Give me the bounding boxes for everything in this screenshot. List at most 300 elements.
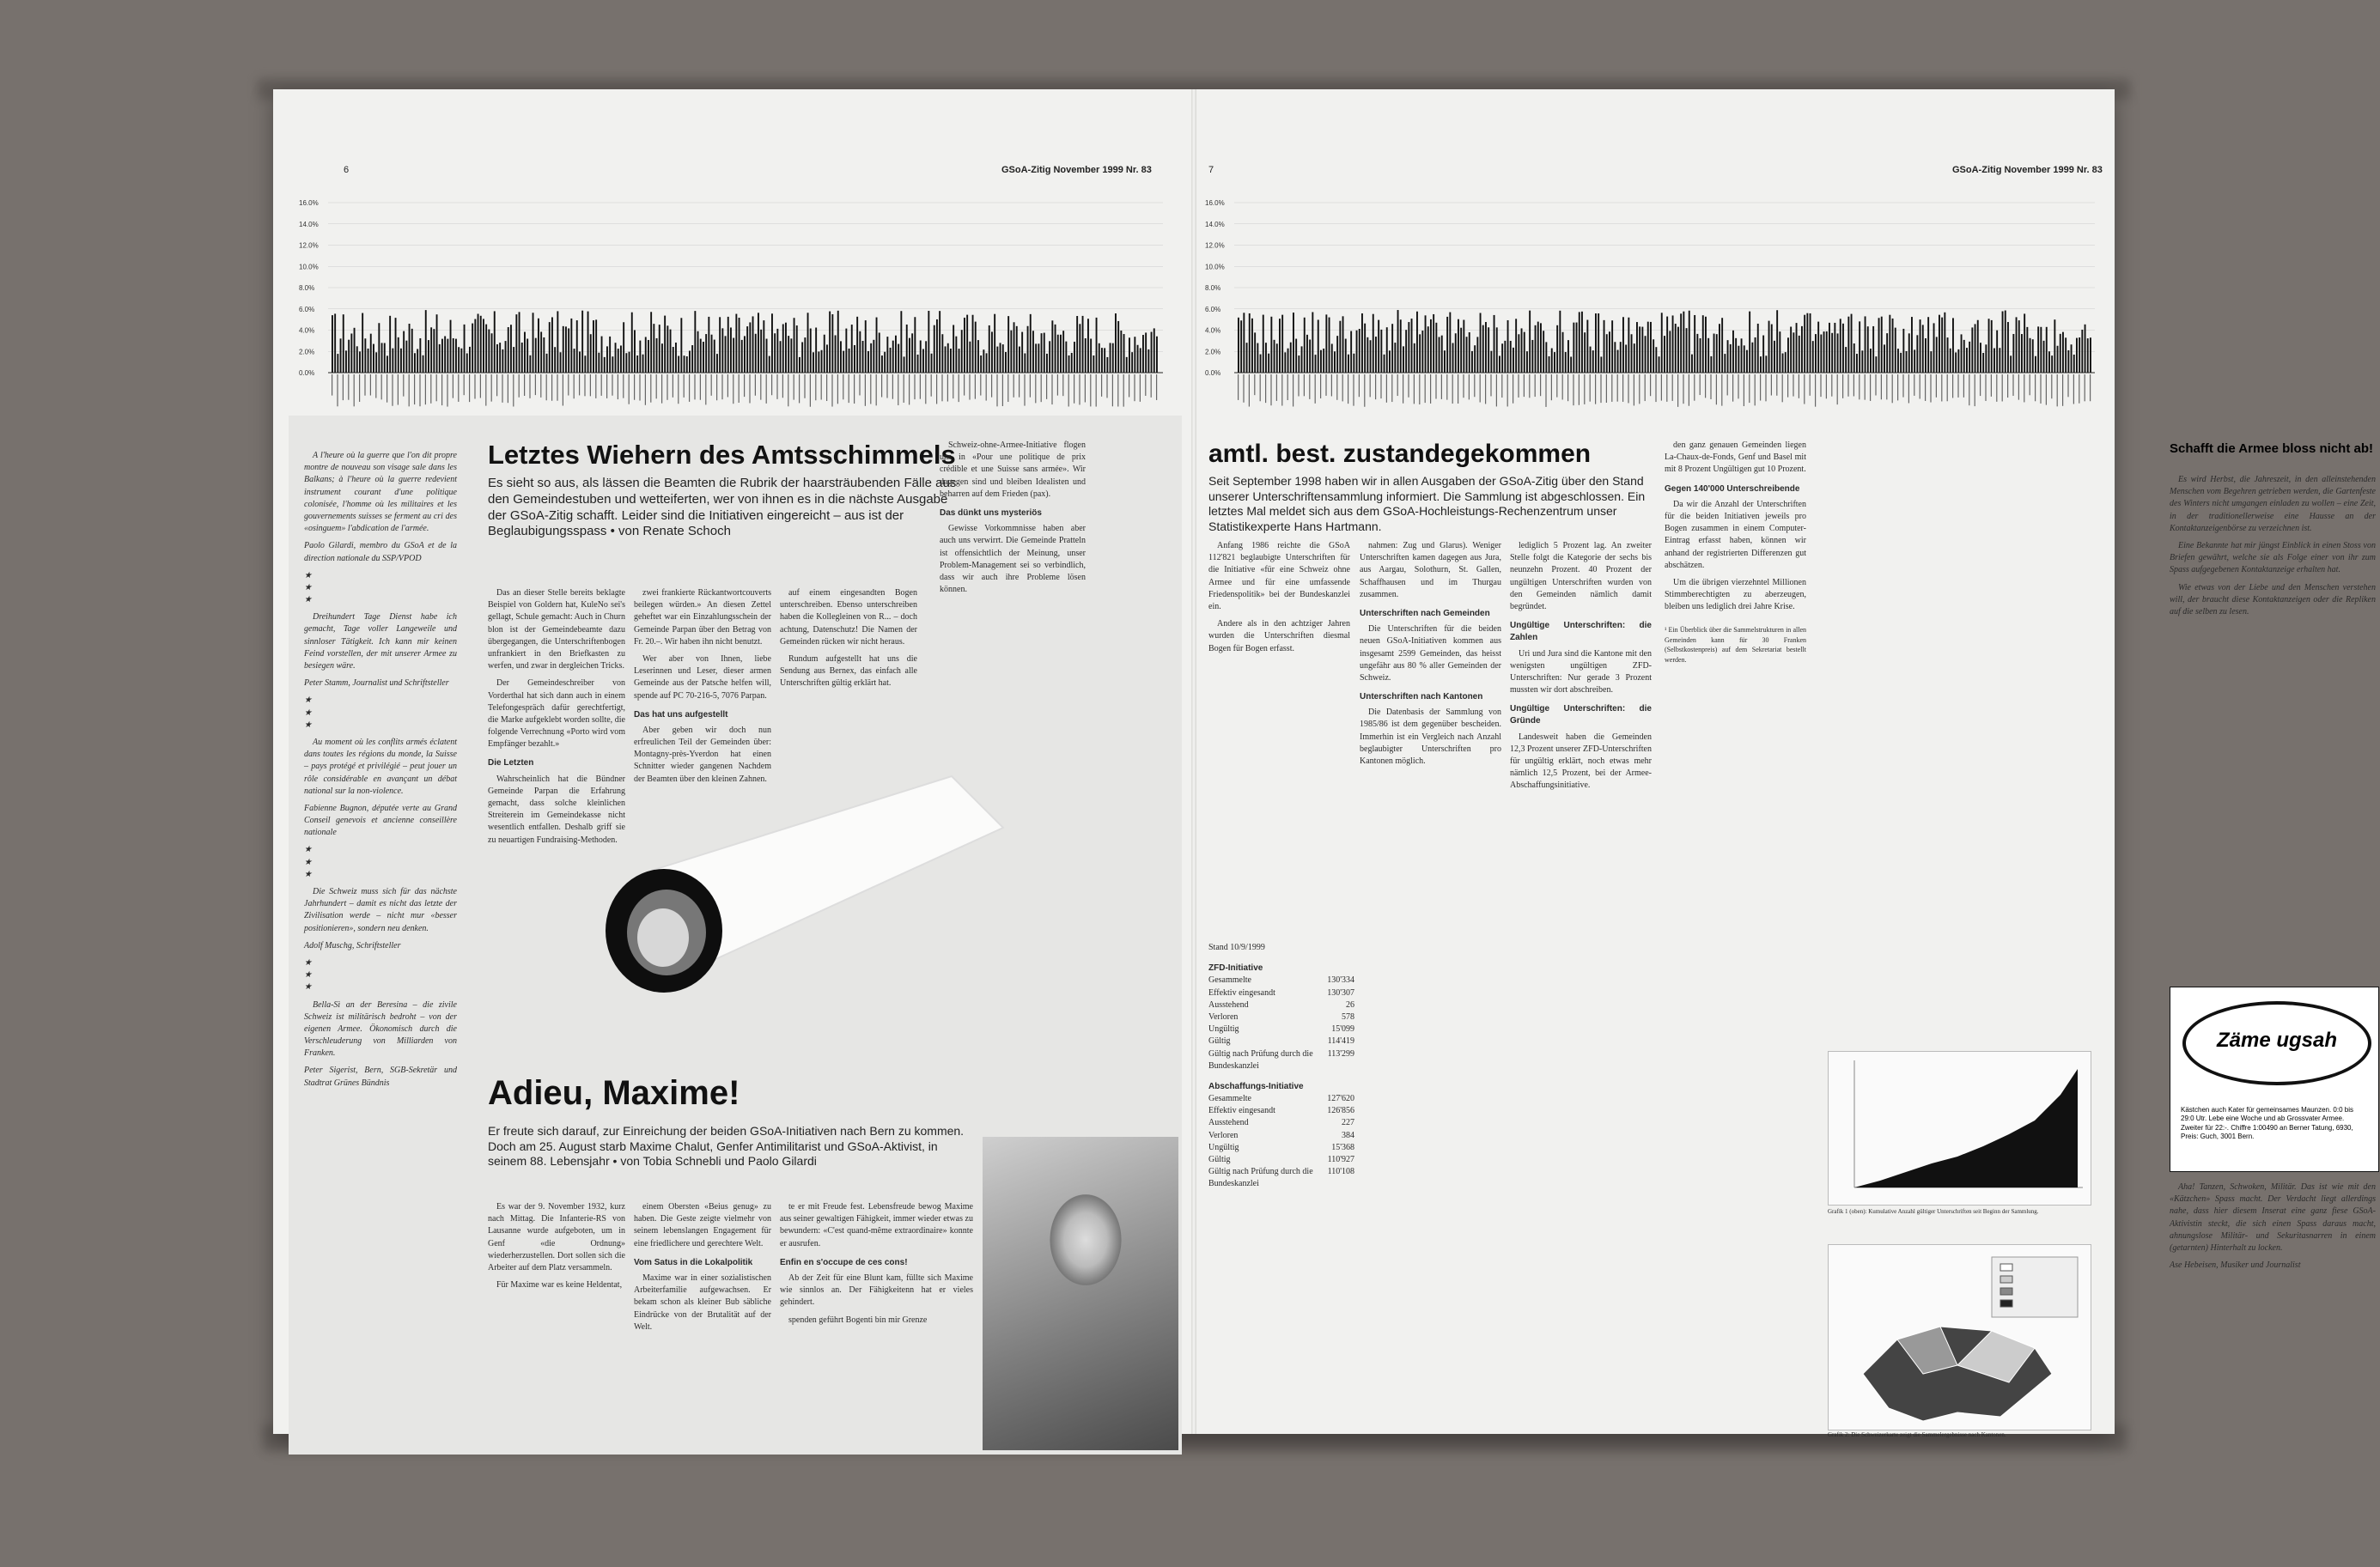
category-label-mark [1672,374,1673,401]
quote-4: Die Schweiz muss sich für das nächste Jahrhundert – damit es nicht das letzte der Zivilisation werde – nicht mur «besser positionieren», sondern neu denken. [304,887,457,933]
category-label-mark [1870,374,1871,401]
left-page [273,89,1191,1434]
chart-bar [2062,332,2064,373]
chart-bar [1145,332,1147,373]
chart-bar [1153,328,1155,373]
stats-label: Gültig [1208,1036,1231,1047]
chart-bar [763,320,764,373]
chart-bar [615,343,617,373]
tick-label: 14.0% [299,220,319,228]
category-label-mark [529,374,530,398]
chart-bar [931,354,933,373]
category-label-mark [1375,374,1376,399]
chart-bar [964,318,965,373]
running-head: GSoA-Zitig November 1999 Nr. 83 [1001,165,1152,175]
article-lead: Seit September 1998 haben wir in allen Ausgaben der GSoA-Zitig über den Stand unserer Unterschriftensammlung informiert. Die Sammlung ist abgeschlossen. Ein letztes Mal meldet sich aus dem GSoA-Hochleistungs-Rechenzentrum unser Statistikexperte Hans Hartmann. [1208,474,1646,533]
chart-bar [691,345,693,373]
chart-bar [453,338,454,373]
chart-bar [1872,326,1874,373]
category-label-mark [678,374,679,404]
category-label-mark [1480,374,1481,403]
chart-bar [807,313,809,373]
category-label-mark [1485,374,1486,404]
chart-bar [873,340,874,373]
category-label-mark [645,374,646,405]
chart-bar [1142,335,1144,373]
chart-bar [972,315,974,373]
category-label-mark [760,374,761,400]
chart-bar [1458,319,1459,373]
chart-bar [840,341,842,373]
chart-bar [989,325,990,373]
tick-label: 2.0% [1205,348,1221,356]
chart-bar [991,331,993,373]
chart-bar [2076,338,2078,373]
chart-bar [977,340,979,373]
category-label-mark [721,374,722,399]
chart-bar [543,337,545,373]
category-label-mark [1041,374,1042,402]
sidebar-text [2170,474,2376,955]
category-label-mark [2040,374,2041,404]
chart-bar [1474,345,1476,373]
category-label-mark [1524,374,1525,397]
chart-bar [398,337,399,373]
chart-bar [1156,337,1158,373]
chart-bar [801,342,803,373]
chart-bar [799,357,800,373]
chart-bar [2016,317,2018,373]
chart-bar [2054,319,2055,373]
chart-bar [478,313,479,373]
category-label-mark [771,374,772,395]
paragraph: te er mit Freude fest. Lebensfreude bewog Maxime aus seiner gewaltigen Fähigkeit, immer wieder etwas zu bewundern: «C'est quand-même extraordinaire» konnte er ausrufen. [780,1202,973,1248]
chart-bar [631,313,633,373]
category-label-mark [975,374,976,399]
paragraph: Die Datenbasis der Sammlung von 1985/86 ist dem gegenüber bescheiden. Immerhin ist ein Vergleich nach Anzahl beglaubigter Unterschriften pro Kantonen möglich. [1360,708,1501,766]
chart-bar [1449,313,1451,373]
sidebar-text [2170,1181,2376,1443]
chart-bar [1427,326,1429,373]
chart-bar [1403,346,1404,373]
chart-bar [2007,322,2009,373]
chart-bar [549,322,551,373]
chart-bar [2081,330,2083,373]
stats-label: Ungültig [1208,1142,1239,1152]
category-label-mark [1309,374,1310,399]
signature-1: Paolo Gilardi, membro du GSoA et de la direction nationale du SSP/VPOD [304,541,457,563]
chart-bar [1309,339,1311,373]
chart-bar [1079,324,1080,373]
chart-bar [496,344,498,373]
chart-bar [2067,350,2069,373]
category-label-mark [2057,374,2058,406]
category-label-mark [2018,374,2019,400]
category-label-mark [1787,374,1788,398]
chart-bar [884,352,886,373]
stats-label: Gesammelte [1208,1094,1251,1104]
category-label-mark [1320,374,1321,398]
category-label-mark [776,374,777,399]
category-label-mark [1853,374,1854,396]
chart-bar [950,349,952,373]
category-label-mark [870,374,871,404]
category-label-mark [1260,374,1261,401]
chart-bar [2060,334,2061,373]
chart-bar [673,347,674,373]
chart-bar [1639,326,1640,373]
category-label-mark [1051,374,1052,404]
running-head: GSoA-Zitig November 1999 Nr. 83 [1952,165,2103,175]
category-label-mark [991,374,992,398]
signature-4: Adolf Muschg, Schriftsteller [304,940,401,951]
category-label-mark [519,374,520,398]
tick-label: 12.0% [299,241,319,250]
chart-bar [1993,349,1995,373]
figure-caption: Grafik 1 (oben): Kumulative Anzahl gültiger Unterschriften seit Beginn der Sammlung. [1828,1208,2039,1215]
chart-bar [439,344,441,373]
chart-bar [1939,315,1940,373]
category-label-mark [716,374,717,400]
category-label-mark [1562,374,1563,399]
zfd-rows [1208,975,1354,1072]
chart-bar [1672,315,1674,373]
stats-value: 130'307 [1327,987,1354,998]
chart-bar [1856,354,1858,373]
chart-bar [565,326,567,373]
category-label-mark [881,374,882,398]
category-label-mark [1452,374,1453,404]
category-label-mark [1046,374,1047,399]
category-label-mark [969,374,970,400]
category-label-mark [914,374,915,399]
chart-bar [433,329,435,373]
category-label-mark [1941,374,1942,401]
chart-bar [1768,321,1770,373]
category-label-mark [1496,374,1497,406]
signature: Ase Hebeisen, Musiker und Journalist [2170,1260,2301,1271]
category-label-mark [1123,374,1124,407]
chart-bar [639,341,641,373]
category-label-mark [1507,374,1508,406]
category-label-mark [837,374,838,404]
chart-bar [780,341,782,373]
chart-bar [2002,311,2004,373]
chart-bar [892,341,894,373]
category-label-mark [480,374,481,398]
chart-bar [1320,350,1322,373]
chart-bar [595,319,597,373]
chart-bar [609,337,611,373]
category-label-mark [1469,374,1470,399]
category-label-mark [458,374,459,402]
category-label-mark [1529,374,1530,398]
chart-bar [1664,336,1665,373]
paragraph: Der Gemeindeschreiber von Vorderthal hat sich dann auch in einem Telefongespräch dafür gerechtfertigt, die Marke aufgeklebt worden sollte, die folgende Verrechnung «Porto wird vom Empfänger bezahlt.» [488,678,625,750]
chart-bar [1914,349,1915,373]
paragraph: Andere als in den achtziger Jahren wurden die Unterschriften diesmal Bogen für Bogen erfasst. [1208,619,1350,653]
category-label-mark [1408,374,1409,398]
chart-bar [579,351,581,373]
chart-bar [1683,312,1684,373]
chart-bar [1361,313,1363,373]
chart-bar [980,355,982,373]
category-label-mark [414,374,415,404]
category-label-mark [656,374,657,398]
chart-bar [1331,343,1333,373]
category-label-mark [1732,374,1733,402]
chart-bar [2032,339,2034,373]
category-label-mark [430,374,431,404]
chart-bar [1535,325,1537,373]
stats-row [1208,1117,1354,1129]
chart-bar [664,316,666,373]
chart-bar [1957,349,1959,373]
category-label-mark [689,374,690,402]
stats-label: Ausstehend [1208,1118,1249,1128]
category-label-mark [1716,374,1717,404]
chart-bar [1002,344,1004,373]
chart-bar [733,338,734,373]
chart-bar [994,314,995,373]
category-label-mark [1441,374,1442,399]
chart-bar [1804,315,1805,373]
chart-bar [1669,331,1671,373]
star-divider: ★ ★ ★ [304,957,312,993]
chart-bar [2026,327,2028,373]
category-label-mark [936,374,937,404]
chart-bar [821,350,823,373]
star-divider: ★ ★ ★ [304,695,312,730]
chart-bar [1243,313,1245,373]
quote-5: Bella-Sì an der Beresina – die zivile Schweiz ist militärisch bedroht – von der eigenen Armee. Ökonomisch durch die Verschleuderung von Milliarden von Franken. [304,999,457,1059]
chart-bar [1562,332,1564,373]
chart-bar [598,353,600,373]
category-label-mark [496,374,497,396]
category-label-mark [1551,374,1552,400]
chart-bar [684,355,685,373]
category-label-mark [1370,374,1371,397]
chart-bar [1686,328,1688,373]
category-label-mark [381,374,382,399]
chart-bar [557,311,558,373]
chart-bar [2073,355,2075,373]
chart-bar [1982,353,1984,373]
tick-label: 6.0% [299,305,315,313]
chart-bar [794,318,795,373]
chart-bar [1831,333,1833,373]
category-label-mark [1590,374,1591,402]
paragraph: spenden geführt Bogenti bin mir Grenze [788,1315,928,1325]
stats-abs-title: Abschaffungs-Initiative [1208,1081,1304,1091]
star-divider: ★ ★ ★ [304,570,312,605]
stats-label: Effektiv eingesandt [1208,1106,1275,1116]
chart-bar [389,316,391,373]
chart-bar [1391,324,1393,373]
chart-bar [1859,321,1860,373]
category-label-mark [1545,374,1546,407]
chart-bar [845,329,847,373]
stats-value: 114'419 [1327,1036,1354,1047]
ad-logo-text: Zäme ugsah [2216,1029,2338,1052]
chart-bar [419,338,421,373]
paragraph: einem Obersten «Beius genug» zu haben. Die Geste zeigte vielmehr von seinem lebenslangen Engagement für eine friedlichere und gerechtere Welt. [634,1202,771,1248]
chart-bar [1513,348,1514,373]
chart-bar [1325,314,1327,373]
category-label-mark [524,374,525,396]
chart-bar [1556,325,1558,373]
stats-row [1208,999,1354,1011]
chart-bar [337,354,338,373]
chart-bar [1076,316,1078,373]
chart-bar [920,340,922,373]
chart-bar [741,340,743,373]
category-label-mark [650,374,651,403]
chart-bar [898,344,899,373]
chart-bar [1661,313,1663,373]
chart-bar [1999,348,2000,373]
paragraph: Eine Bekannte hat mir jüngst Einblick in einen Stoss von Briefen gewährt, welche sie als Folge einer von ihr zum Spass aufgegebenen Kontaktanzeige erhalten hat. [2170,540,2376,575]
stats-value: 127'620 [1327,1094,1354,1104]
article-lead: Er freute sich darauf, zur Einreichung der beiden GSoA-Initiativen nach Bern zu kommen. Doch am 25. August starb Maxime Chalut, Genfer Antimilitarist und GSoA-Aktivist, in seinem 88. Lebensjahr • von Tobia Schnebli und Paolo Gilardi [488,1124,965,1168]
chart-bar [593,320,594,373]
chart-bar [1469,332,1470,373]
chart-bar [1336,336,1338,373]
category-label-mark [2062,374,2063,406]
chart-bar [815,328,817,373]
chart-bar [1007,316,1009,373]
chart-bar [1579,312,1580,373]
stats-row [1208,1130,1354,1142]
chart-bar [1870,349,1872,373]
category-label-mark [711,374,712,396]
chart-bar [986,353,988,373]
chart-bar [1151,331,1153,373]
chart-bar [1586,320,1588,373]
chart-bar [359,351,361,373]
tick-label: 2.0% [299,348,315,356]
stats-row [1208,1011,1354,1023]
category-label-mark [623,374,624,398]
chart-bar [1405,330,1407,373]
chart-bar [1281,315,1283,373]
category-label-mark [1013,374,1014,398]
chart-bar [1812,341,1814,373]
category-label-mark [2007,374,2008,398]
category-label-mark [804,374,805,398]
paragraph: Die Unterschriften für die beiden neuen GSoA-Initiativen kommen aus insgesamt 2599 Gemeinden, das heisst ungefähr aus 80 % aller Gemeinden der Schweiz. [1360,624,1501,683]
chart-bar [538,319,539,373]
subheading: Vom Satus in die Lokalpolitik [634,1257,753,1267]
chart-bar [618,349,619,373]
chart-bar [1762,336,1764,373]
tick-label: 10.0% [1205,263,1225,271]
chart-bar [1570,356,1572,373]
chart-bar [769,356,770,373]
chart-bar [1963,340,1965,373]
chart-bar [524,332,526,373]
category-label-mark [694,374,695,399]
category-label-mark [1727,374,1728,395]
chart-bar [854,345,855,373]
paragraph: Da wir die Anzahl der Unterschriften für die beiden Initiativen jeweils pro Bogen zusammen in einem Computer-Eintrag erfasst haben, können wir anhand der registrierten Differenzen gut abschätzen. [1665,499,1806,570]
category-label-mark [1804,374,1805,404]
chart-bar [527,338,528,373]
chart-bar [1944,313,1945,373]
chart-bar [1129,337,1130,373]
chart-bar [694,311,696,373]
chart-bar [1820,335,1822,373]
category-label-mark [859,374,860,395]
category-label-mark [1902,374,1903,398]
chart-bar [491,333,493,373]
chart-bar [1865,316,1866,373]
chart-bar [1801,326,1803,373]
chart-bar [650,312,652,373]
subheading: Ungültige Unterschriften: die Gründe [1510,704,1652,726]
category-label-mark [661,374,662,404]
category-label-mark [1771,374,1772,396]
stats-label: Effektiv eingesandt [1208,987,1275,998]
chart-bar [945,346,947,373]
chart-bar [606,346,608,373]
chart-bar [334,313,336,373]
category-label-mark [1540,374,1541,396]
paragraph: Rundum aufgestellt hat uns die Sendung aus Bernex, das einfach alle Unterschriften gültig erklärt hat. [780,653,917,689]
chart-bar [1414,343,1415,373]
category-label-mark [854,374,855,404]
chart-bar [653,324,654,373]
chart-bar [700,339,702,373]
chart-bar [1038,343,1039,373]
stats-label: Gültig [1208,1155,1231,1164]
chart-bar [1386,327,1388,373]
chart-bar [1719,324,1720,373]
category-label-mark [1353,374,1354,406]
chart-bar [774,333,776,373]
category-label-mark [1281,374,1282,406]
category-label-mark [1474,374,1475,397]
category-label-mark [1270,374,1271,405]
chart-bar [521,343,523,373]
article-column [634,1201,771,1459]
category-label-mark [1815,374,1816,407]
chart-bar [829,312,831,373]
chart-bar [813,352,814,373]
stats-label: Verloren [1208,1011,1239,1022]
chart-bar [1274,340,1275,373]
chart-bar [1936,337,1938,373]
category-label-mark [1243,374,1244,403]
chart-bar [1304,318,1306,373]
chart-bar [444,336,446,373]
paragraph: Maxime war in einer sozialistischen Arbeiterfamilie aufgewachsen. Er bekam schon als kleiner Bub säbliche Eindrücke von der Brutalität auf der Welt. [634,1272,771,1332]
chart-bar [1930,351,1932,373]
right-bar-chart-svg [1205,192,2098,419]
category-label-mark [1035,374,1036,403]
chart-bar [1925,338,1927,373]
chart-bar [941,334,943,373]
figure-caption: Grafik 2: Die Schweizerkarte zeigt die Sammelergebnisse nach Kantonen. [1828,1431,2006,1438]
category-label-mark [1881,374,1882,399]
category-label-mark [441,374,442,405]
category-label-mark [375,374,376,398]
chart-bar [584,355,586,373]
category-label-mark [579,374,580,395]
subheading: Ungültige Unterschriften: die Zahlen [1510,621,1652,643]
chart-bar [870,343,872,373]
category-label-mark [2035,374,2036,401]
